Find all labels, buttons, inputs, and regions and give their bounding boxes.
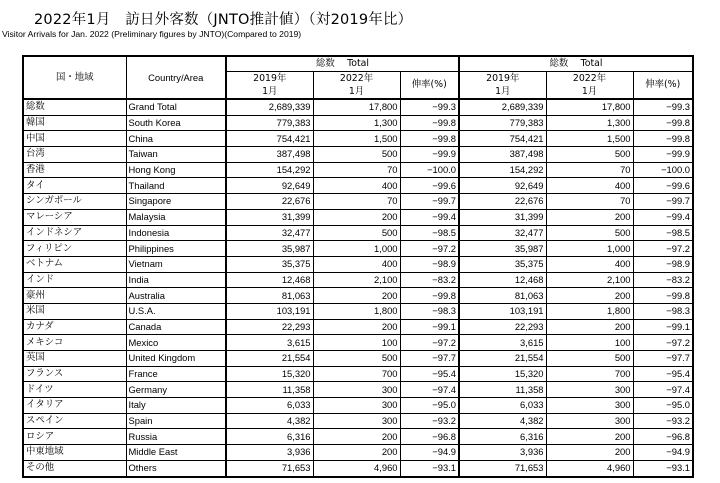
cell-2022-value: 200 [546, 209, 633, 225]
cell-2022-value: 70 [313, 162, 400, 178]
cell-2019-value: 71,653 [459, 460, 546, 476]
cell-growth-rate: −99.8 [633, 131, 693, 147]
cell-region-jp: タイ [23, 178, 126, 194]
cell-region-en: Russia [126, 429, 226, 445]
cell-region-en: Italy [126, 398, 226, 414]
cell-growth-rate: −96.8 [400, 429, 459, 445]
cell-2022-value: 700 [313, 366, 400, 382]
header-2019-jan-1 [226, 72, 313, 100]
cell-2019-value: 22,676 [226, 194, 313, 210]
cell-2022-value: 400 [313, 178, 400, 194]
cell-2022-value: 300 [313, 398, 400, 414]
table-row [23, 256, 693, 272]
cell-region-jp: 台湾 [23, 147, 126, 163]
header-month: 1月 [348, 86, 365, 97]
cell-2019-value: 12,468 [459, 272, 546, 288]
header-region-jp: 国・地域 [23, 56, 126, 99]
header-growth-1: 伸率(%) [400, 72, 459, 100]
cell-growth-rate: −97.7 [400, 351, 459, 367]
cell-region-jp: フィリピン [23, 241, 126, 257]
cell-region-en: Middle East [126, 445, 226, 461]
cell-2019-value: 6,033 [226, 398, 313, 414]
cell-region-en: Germany [126, 382, 226, 398]
cell-2022-value: 500 [313, 225, 400, 241]
page-subtitle: Visitor Arrivals for Jan. 2022 (Preliminary figures by JNTO)(Compared to 2019) [2, 29, 302, 39]
table-row [23, 225, 693, 241]
cell-growth-rate: −98.5 [633, 225, 693, 241]
header-2019-jan-2 [459, 72, 546, 100]
cell-2022-value: 400 [313, 256, 400, 272]
cell-2022-value: 200 [546, 319, 633, 335]
cell-region-en: Thailand [126, 178, 226, 194]
cell-2022-value: 500 [313, 351, 400, 367]
table-row [23, 272, 693, 288]
cell-2019-value: 103,191 [226, 303, 313, 319]
cell-growth-rate: −99.4 [400, 209, 459, 225]
cell-2019-value: 92,649 [459, 178, 546, 194]
cell-growth-rate: −99.4 [633, 209, 693, 225]
cell-2019-value: 2,689,339 [459, 99, 546, 115]
table-row [23, 366, 693, 382]
cell-2022-value: 1,800 [546, 303, 633, 319]
cell-2022-value: 70 [313, 194, 400, 210]
cell-2022-value: 100 [313, 335, 400, 351]
cell-2019-value: 21,554 [459, 351, 546, 367]
cell-2022-value: 70 [546, 162, 633, 178]
cell-region-jp: シンガポール [23, 194, 126, 210]
cell-region-jp: カナダ [23, 319, 126, 335]
cell-region-jp: ドイツ [23, 382, 126, 398]
table-row [23, 131, 693, 147]
cell-2019-value: 22,676 [459, 194, 546, 210]
cell-2019-value: 3,615 [226, 335, 313, 351]
cell-growth-rate: −97.2 [633, 241, 693, 257]
cell-region-en: South Korea [126, 115, 226, 131]
table-row [23, 147, 693, 163]
cell-2019-value: 32,477 [226, 225, 313, 241]
cell-region-en: Others [126, 460, 226, 476]
table-row [23, 429, 693, 445]
table-row [23, 241, 693, 257]
cell-2022-value: 1,000 [313, 241, 400, 257]
cell-2019-value: 754,421 [459, 131, 546, 147]
cell-growth-rate: −98.9 [633, 256, 693, 272]
cell-region-en: Singapore [126, 194, 226, 210]
cell-region-jp: 香港 [23, 162, 126, 178]
cell-2019-value: 35,375 [226, 256, 313, 272]
cell-growth-rate: −98.3 [633, 303, 693, 319]
cell-region-jp: 英国 [23, 351, 126, 367]
cell-region-jp: 総数 [23, 99, 126, 115]
table-row [23, 303, 693, 319]
cell-region-en: Grand Total [126, 99, 226, 115]
cell-2022-value: 300 [313, 413, 400, 429]
cell-region-en: U.S.A. [126, 303, 226, 319]
table-row [23, 460, 693, 476]
cell-2022-value: 200 [313, 209, 400, 225]
cell-growth-rate: −99.3 [400, 99, 459, 115]
table-row [23, 115, 693, 131]
cell-growth-rate: −99.8 [400, 115, 459, 131]
cell-2022-value: 1,300 [546, 115, 633, 131]
table-row [23, 99, 693, 115]
table-body [23, 99, 693, 477]
table-row [23, 413, 693, 429]
cell-region-en: India [126, 272, 226, 288]
cell-2019-value: 3,615 [459, 335, 546, 351]
cell-region-jp: ロシア [23, 429, 126, 445]
cell-2022-value: 500 [546, 351, 633, 367]
cell-2019-value: 154,292 [226, 162, 313, 178]
cell-growth-rate: −99.3 [633, 99, 693, 115]
table-row [23, 382, 693, 398]
cell-region-jp: イタリア [23, 398, 126, 414]
table-row [23, 398, 693, 414]
cell-region-en: Canada [126, 319, 226, 335]
cell-2022-value: 200 [313, 445, 400, 461]
cell-region-en: Philippines [126, 241, 226, 257]
cell-2022-value: 400 [546, 178, 633, 194]
header-growth-2: 伸率(%) [633, 72, 693, 100]
cell-region-jp: スペイン [23, 413, 126, 429]
cell-region-jp: ベトナム [23, 256, 126, 272]
cell-2019-value: 3,936 [226, 445, 313, 461]
cell-2022-value: 4,960 [313, 460, 400, 476]
cell-region-jp: フランス [23, 366, 126, 382]
cell-2019-value: 6,316 [226, 429, 313, 445]
cell-region-en: United Kingdom [126, 351, 226, 367]
header-month: 1月 [495, 86, 511, 97]
cell-growth-rate: −99.6 [633, 178, 693, 194]
visitor-arrivals-table [22, 55, 694, 478]
cell-growth-rate: −99.8 [400, 288, 459, 304]
cell-region-en: Taiwan [126, 147, 226, 163]
cell-growth-rate: −97.2 [633, 335, 693, 351]
cell-growth-rate: −98.3 [400, 303, 459, 319]
table-row [23, 288, 693, 304]
header-month: 1月 [262, 86, 278, 97]
cell-2019-value: 31,399 [459, 209, 546, 225]
cell-growth-rate: −100.0 [400, 162, 459, 178]
cell-2019-value: 31,399 [226, 209, 313, 225]
cell-growth-rate: −99.9 [633, 147, 693, 163]
cell-2019-value: 22,293 [226, 319, 313, 335]
cell-growth-rate: −95.4 [633, 366, 693, 382]
cell-2022-value: 700 [546, 366, 633, 382]
cell-2022-value: 300 [546, 382, 633, 398]
cell-growth-rate: −94.9 [400, 445, 459, 461]
header-month: 1月 [581, 86, 598, 97]
cell-2022-value: 300 [546, 398, 633, 414]
cell-2019-value: 15,320 [226, 366, 313, 382]
cell-2019-value: 103,191 [459, 303, 546, 319]
header-region-en: Country/Area [126, 56, 226, 99]
cell-2022-value: 1,000 [546, 241, 633, 257]
header-year-2022: 2022年 [339, 73, 374, 84]
cell-region-jp: 中東地域 [23, 445, 126, 461]
cell-growth-rate: −94.9 [633, 445, 693, 461]
cell-2019-value: 35,987 [459, 241, 546, 257]
header-year-2022: 2022年 [572, 73, 607, 84]
cell-2022-value: 500 [546, 147, 633, 163]
cell-growth-rate: −99.8 [633, 115, 693, 131]
page-title: 2022年1月 訪日外客数（JNTO推計値）（対2019年比） [34, 12, 413, 28]
cell-region-jp: 米国 [23, 303, 126, 319]
cell-2019-value: 11,358 [459, 382, 546, 398]
cell-2019-value: 35,375 [459, 256, 546, 272]
table-row [23, 162, 693, 178]
table-row [23, 178, 693, 194]
cell-2019-value: 12,468 [226, 272, 313, 288]
cell-2022-value: 200 [546, 429, 633, 445]
cell-2019-value: 22,293 [459, 319, 546, 335]
cell-growth-rate: −95.0 [400, 398, 459, 414]
cell-2019-value: 81,063 [226, 288, 313, 304]
cell-region-jp: 中国 [23, 131, 126, 147]
cell-2019-value: 779,383 [459, 115, 546, 131]
cell-2019-value: 4,382 [459, 413, 546, 429]
cell-region-en: Vietnam [126, 256, 226, 272]
cell-growth-rate: −99.1 [400, 319, 459, 335]
cell-2019-value: 71,653 [226, 460, 313, 476]
cell-2019-value: 779,383 [226, 115, 313, 131]
header-2022-jan-2 [546, 72, 633, 100]
cell-2022-value: 200 [313, 429, 400, 445]
cell-2022-value: 200 [313, 319, 400, 335]
cell-2022-value: 300 [546, 413, 633, 429]
cell-region-jp: 豪州 [23, 288, 126, 304]
cell-2022-value: 200 [546, 445, 633, 461]
cell-2019-value: 154,292 [459, 162, 546, 178]
cell-2019-value: 754,421 [226, 131, 313, 147]
cell-growth-rate: −99.7 [633, 194, 693, 210]
cell-2022-value: 2,100 [313, 272, 400, 288]
cell-2019-value: 92,649 [226, 178, 313, 194]
table-row [23, 194, 693, 210]
cell-2019-value: 21,554 [226, 351, 313, 367]
header-group-1: 総数 Total [226, 56, 459, 72]
cell-region-en: Spain [126, 413, 226, 429]
cell-2022-value: 1,300 [313, 115, 400, 131]
header-2022-jan-1 [313, 72, 400, 100]
cell-2022-value: 4,960 [546, 460, 633, 476]
cell-2019-value: 387,498 [226, 147, 313, 163]
cell-2019-value: 3,936 [459, 445, 546, 461]
cell-2022-value: 100 [546, 335, 633, 351]
cell-2022-value: 1,500 [546, 131, 633, 147]
cell-growth-rate: −93.2 [633, 413, 693, 429]
cell-growth-rate: −99.1 [633, 319, 693, 335]
cell-region-en: China [126, 131, 226, 147]
cell-2019-value: 6,033 [459, 398, 546, 414]
header-year-2019: 2019年 [253, 73, 287, 84]
header-year-2019: 2019年 [486, 73, 520, 84]
cell-growth-rate: −93.1 [400, 460, 459, 476]
cell-growth-rate: −97.2 [400, 335, 459, 351]
header-row-top [23, 56, 693, 72]
cell-region-jp: その他 [23, 460, 126, 476]
cell-2019-value: 81,063 [459, 288, 546, 304]
cell-growth-rate: −97.4 [400, 382, 459, 398]
cell-growth-rate: −98.5 [400, 225, 459, 241]
table-row [23, 335, 693, 351]
cell-region-jp: インド [23, 272, 126, 288]
cell-2019-value: 15,320 [459, 366, 546, 382]
cell-2022-value: 200 [313, 288, 400, 304]
cell-region-jp: マレーシア [23, 209, 126, 225]
cell-2022-value: 2,100 [546, 272, 633, 288]
cell-growth-rate: −97.4 [633, 382, 693, 398]
cell-growth-rate: −99.8 [400, 131, 459, 147]
cell-region-en: Indonesia [126, 225, 226, 241]
cell-growth-rate: −93.1 [633, 460, 693, 476]
cell-region-jp: インドネシア [23, 225, 126, 241]
table-row [23, 445, 693, 461]
cell-2022-value: 200 [546, 288, 633, 304]
cell-growth-rate: −83.2 [400, 272, 459, 288]
table-row [23, 319, 693, 335]
cell-growth-rate: −97.7 [633, 351, 693, 367]
cell-growth-rate: −99.9 [400, 147, 459, 163]
cell-2019-value: 4,382 [226, 413, 313, 429]
table-row [23, 351, 693, 367]
cell-region-jp: 韓国 [23, 115, 126, 131]
cell-region-en: France [126, 366, 226, 382]
cell-growth-rate: −96.8 [633, 429, 693, 445]
cell-2019-value: 2,689,339 [226, 99, 313, 115]
cell-region-en: Malaysia [126, 209, 226, 225]
cell-2019-value: 35,987 [226, 241, 313, 257]
cell-2019-value: 6,316 [459, 429, 546, 445]
cell-2019-value: 387,498 [459, 147, 546, 163]
table-row [23, 209, 693, 225]
cell-2022-value: 1,800 [313, 303, 400, 319]
cell-region-en: Australia [126, 288, 226, 304]
cell-growth-rate: −95.0 [633, 398, 693, 414]
cell-2019-value: 11,358 [226, 382, 313, 398]
cell-2022-value: 1,500 [313, 131, 400, 147]
cell-region-en: Mexico [126, 335, 226, 351]
cell-growth-rate: −99.8 [633, 288, 693, 304]
cell-growth-rate: −99.7 [400, 194, 459, 210]
cell-region-en: Hong Kong [126, 162, 226, 178]
cell-growth-rate: −95.4 [400, 366, 459, 382]
cell-2022-value: 500 [313, 147, 400, 163]
cell-growth-rate: −99.6 [400, 178, 459, 194]
cell-2019-value: 32,477 [459, 225, 546, 241]
cell-2022-value: 300 [313, 382, 400, 398]
cell-2022-value: 500 [546, 225, 633, 241]
cell-2022-value: 17,800 [546, 99, 633, 115]
cell-growth-rate: −83.2 [633, 272, 693, 288]
cell-growth-rate: −98.9 [400, 256, 459, 272]
cell-growth-rate: −93.2 [400, 413, 459, 429]
cell-growth-rate: −100.0 [633, 162, 693, 178]
cell-2022-value: 70 [546, 194, 633, 210]
cell-growth-rate: −97.2 [400, 241, 459, 257]
cell-region-jp: メキシコ [23, 335, 126, 351]
cell-2022-value: 17,800 [313, 99, 400, 115]
header-group-2: 総数 Total [459, 56, 693, 72]
cell-2022-value: 400 [546, 256, 633, 272]
